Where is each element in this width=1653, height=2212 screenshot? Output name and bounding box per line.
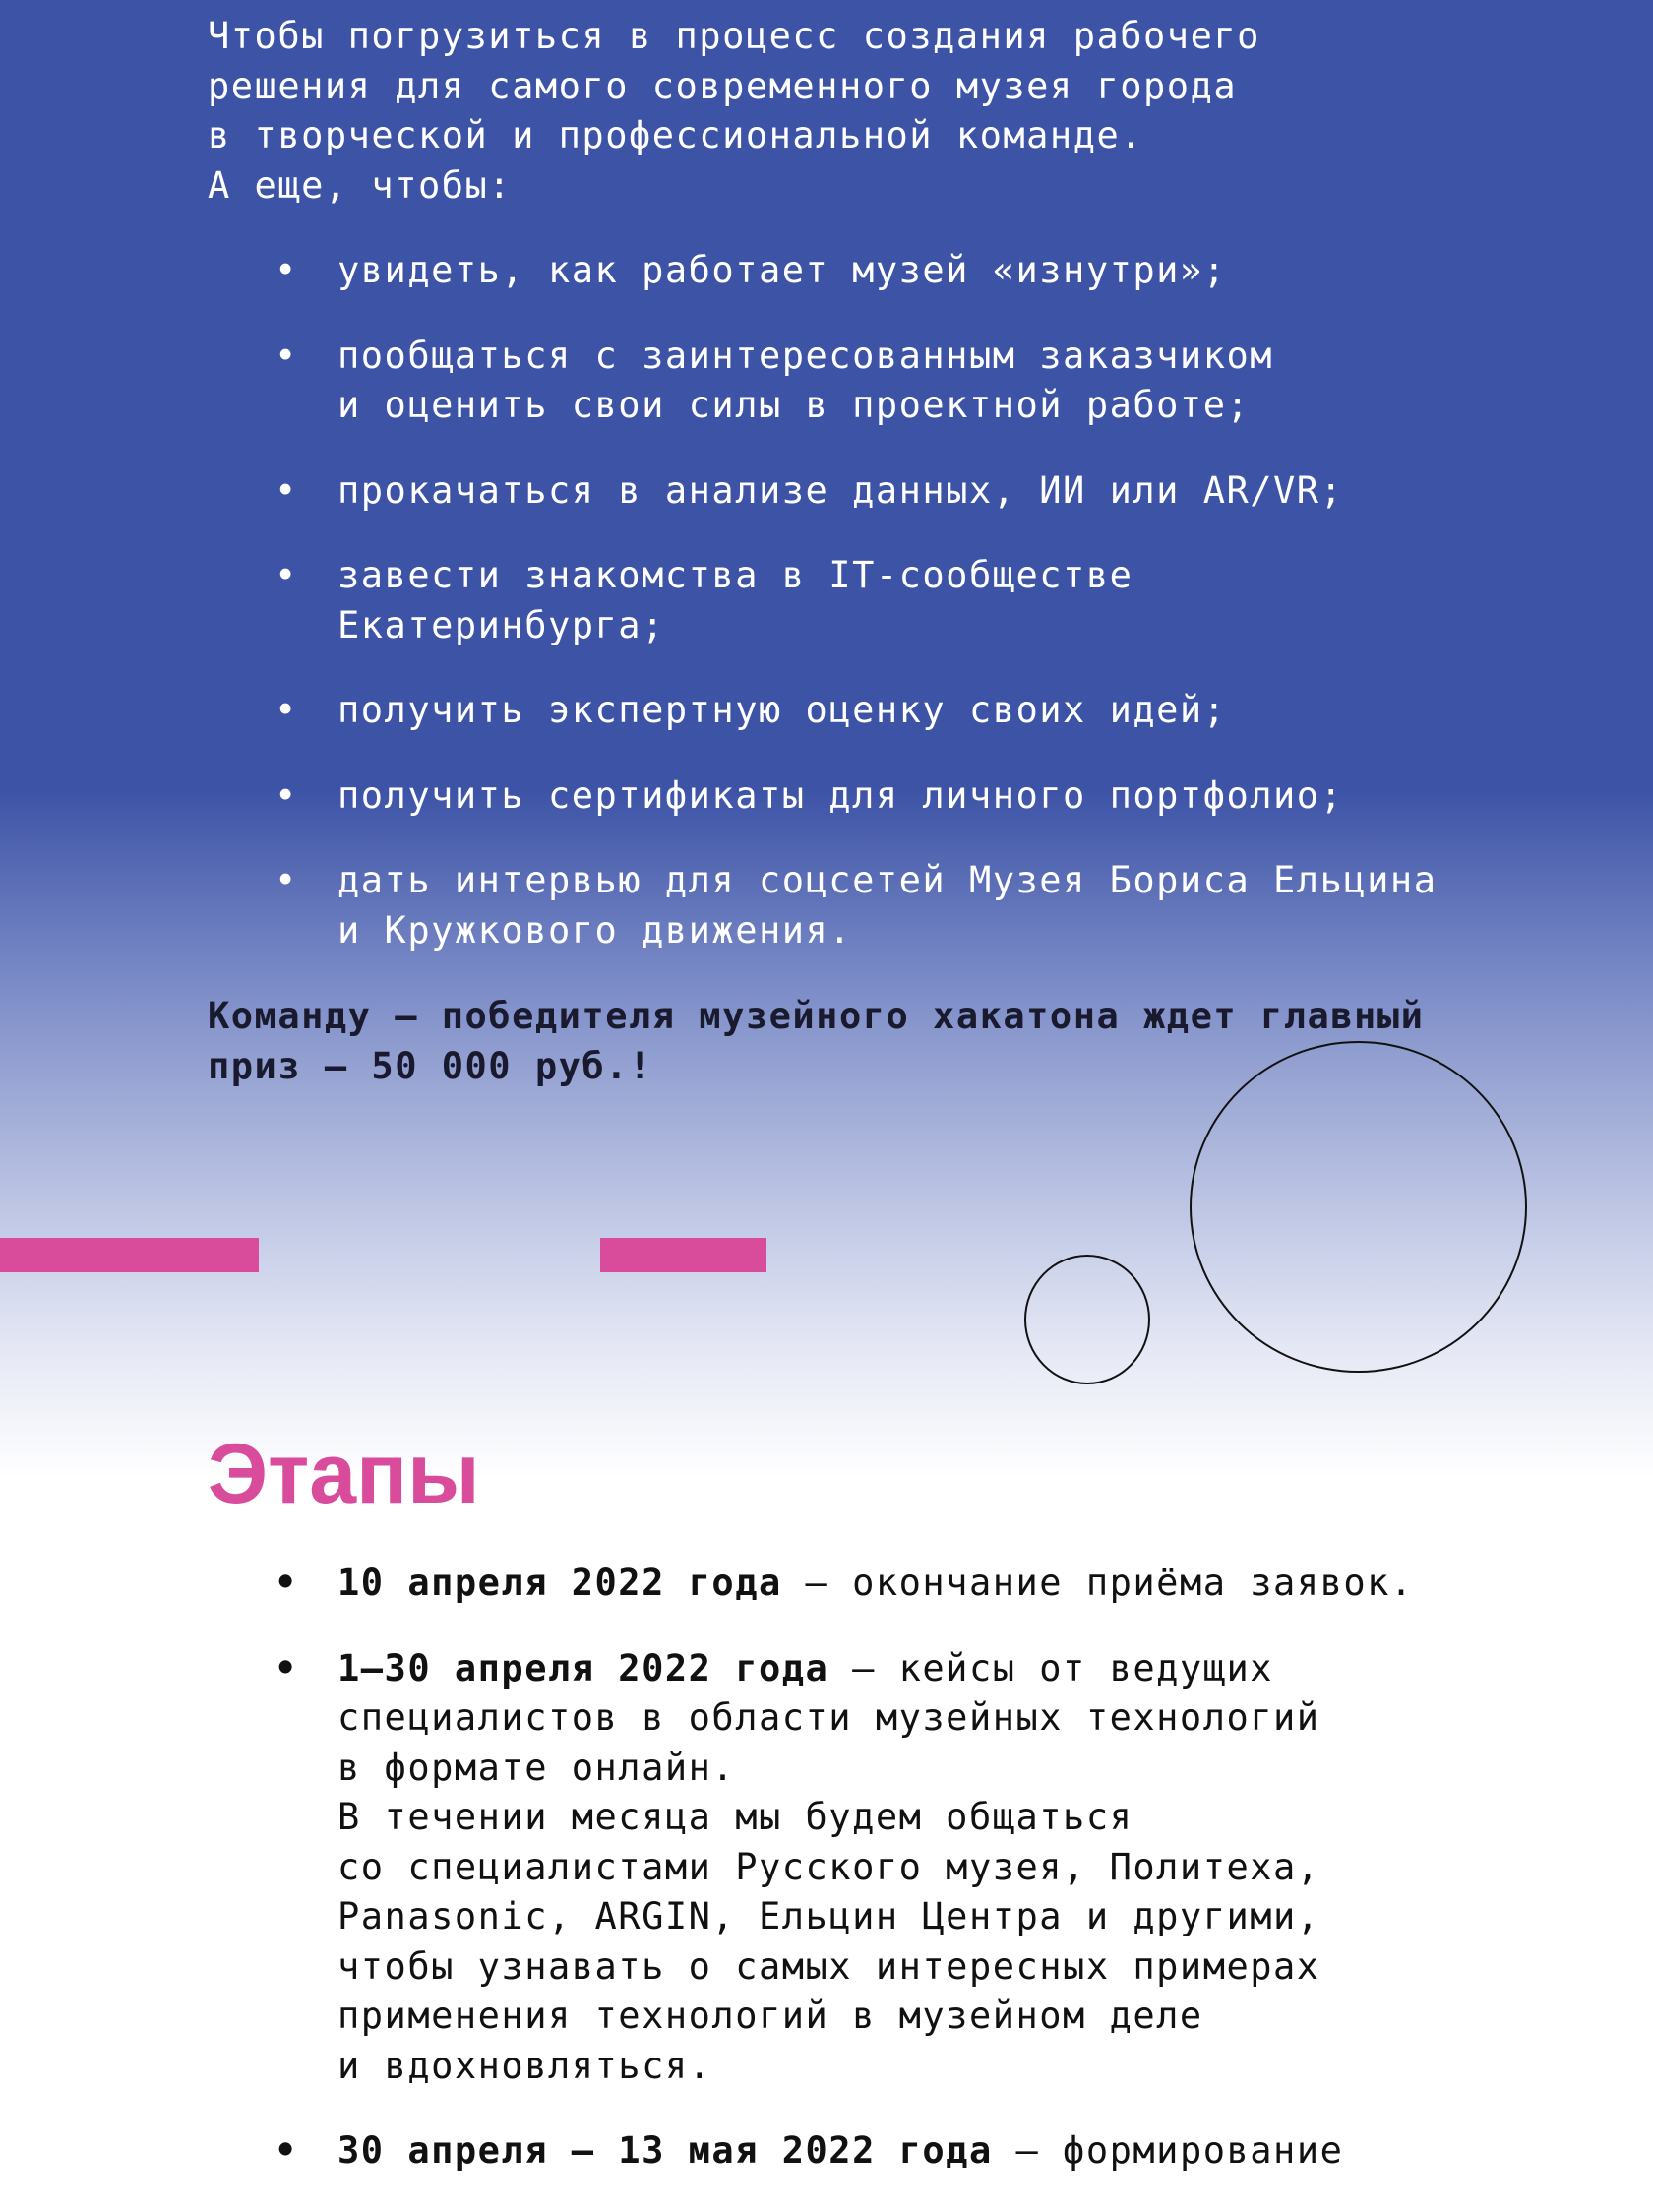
list-item: • дать интервью для соцсетей Музея Бориса Ельцина и Кружкового движения. bbox=[208, 856, 1487, 955]
stage-date: 30 апреля — 13 мая 2022 года bbox=[337, 2129, 993, 2172]
perks-list bbox=[208, 246, 1487, 991]
list-item bbox=[208, 1559, 1487, 1609]
prize-announcement: Команду — победителя музейного хакатона ждет главный приз — 50 000 руб.! bbox=[208, 995, 1425, 1087]
intro-paragraph: Чтобы погрузиться в процесс создания рабочего решения для самого современного музея города в творческой и профессиональной команде. А еще, чтобы: bbox=[208, 15, 1260, 207]
stage-description: — окончание приёма заявок. bbox=[781, 1562, 1414, 1604]
list-item bbox=[208, 2126, 1487, 2177]
list-item: • увидеть, как работает музей «изнутри»; bbox=[208, 246, 1487, 296]
list-item: • получить сертификаты для личного портфолио; bbox=[208, 771, 1487, 822]
decorative-bar bbox=[600, 1238, 766, 1272]
decorative-circle bbox=[1190, 1041, 1527, 1373]
decorative-bar bbox=[0, 1238, 259, 1272]
decorative-circle bbox=[1024, 1255, 1150, 1384]
stage-description: — кейсы от ведущих специалистов в области музейных технологий в формате онлайн. В течении месяца мы будем общаться со специалистами Русского музея, Политеха, Panasonic, ARGIN, Ельцин Центра и другими, чтобы узнавать о самых интересных примерах применения технологий в музейном деле и вдохновляться. bbox=[337, 1646, 1320, 2087]
list-item: • получить экспертную оценку своих идей; bbox=[208, 686, 1487, 736]
stage-date: 10 апреля 2022 года bbox=[337, 1562, 782, 1604]
list-item: • завести знакомства в IT-сообществе Екатеринбурга; bbox=[208, 551, 1487, 650]
stages-list bbox=[208, 1559, 1487, 2212]
list-item: • прокачаться в анализе данных, ИИ или AR/VR; bbox=[208, 466, 1487, 517]
stage-date: 1–30 апреля 2022 года bbox=[337, 1646, 829, 1690]
stage-description: — формирование bbox=[992, 2129, 1344, 2172]
list-item bbox=[208, 1644, 1487, 2092]
list-item: • пообщаться с заинтересованным заказчиком и оценить свои силы в проектной работе; bbox=[208, 332, 1487, 431]
section-title: Этапы bbox=[208, 1427, 480, 1521]
